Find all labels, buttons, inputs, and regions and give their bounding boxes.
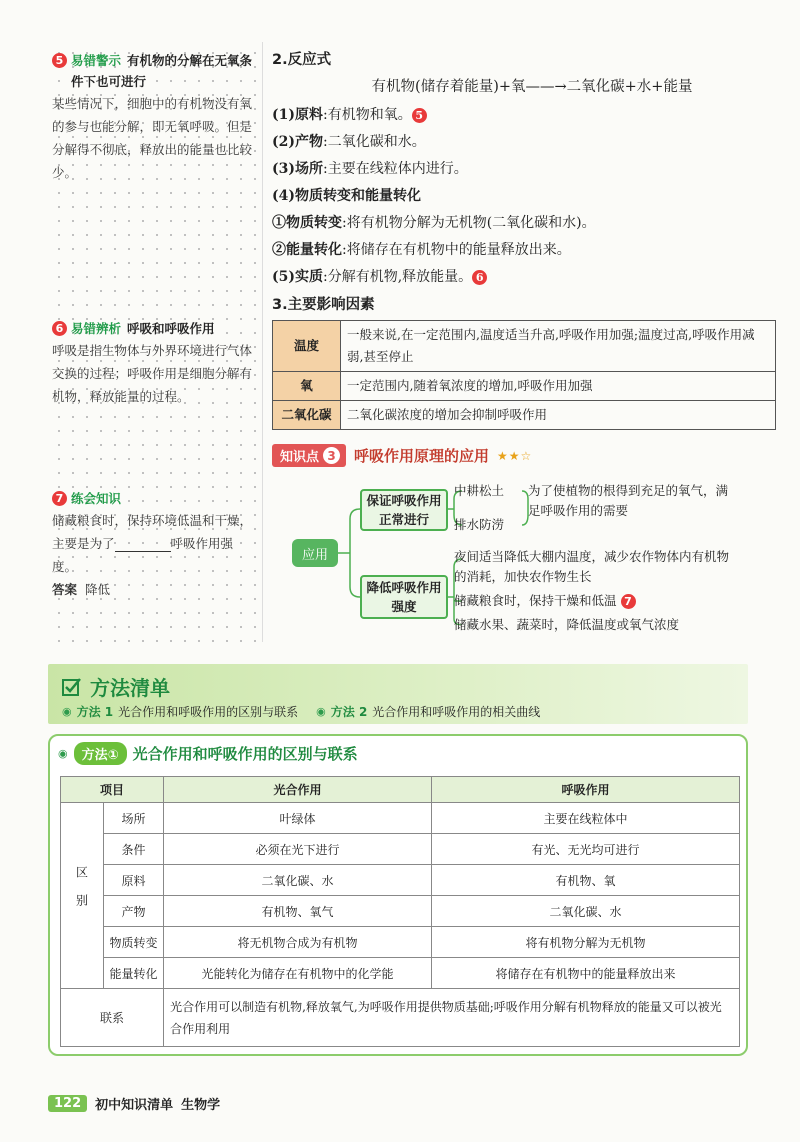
branch-normal-reason: 为了使植物的根得到充足的氧气，满足呼吸作用的需要: [528, 483, 729, 518]
page-number: 122: [48, 1095, 87, 1112]
main-content: [272, 48, 772, 632]
section-3-title: 3.主要影响因素: [272, 297, 375, 313]
note-7: [52, 488, 254, 601]
subject: 生物学: [181, 1098, 221, 1113]
item-raw-materials: (1)原料:有机物和氧。 5: [272, 102, 772, 129]
section-2-title: 2.反应式: [272, 52, 332, 68]
sidebar-notes: [48, 42, 256, 642]
note-number-badge: 7: [52, 491, 67, 506]
table-row: 二氧化碳 二氧化碳浓度的增加会抑制呼吸作用: [273, 401, 776, 430]
checkbox-icon: [62, 677, 82, 697]
bullet-icon: ◉: [62, 705, 72, 718]
difficulty-stars-icon: ★★☆: [497, 448, 533, 463]
group-label: 区别: [61, 803, 104, 989]
mind-map: [272, 475, 772, 632]
method-list-banner: [48, 664, 748, 724]
table-row: 物质转变 将无机物合成为有机物 将有机物分解为无机物: [61, 927, 740, 958]
reaction-formula: 有机物(储存着能量)+氧——→二氧化碳+水+能量: [371, 79, 693, 95]
knowledge-point-tag: 知识点 3: [272, 444, 346, 467]
table-row: 联系 光合作用可以制造有机物,释放氧气,为呼吸作用提供物质基础;呼吸作用分解有机物释放的能量又可以被光合作用利用: [61, 989, 740, 1047]
item-location: (3)场所:主要在线粒体内进行。: [272, 161, 468, 177]
table-header-row: 项目 光合作用 呼吸作用: [61, 777, 740, 803]
note-body: 呼吸是指生物体与外界环境进行气体交换的过程；呼吸作用是细胞分解有机物，释放能量的过程。: [52, 343, 253, 404]
leaf-tilling: 中耕松土: [454, 483, 505, 498]
note-body: 某些情况下，细胞中的有机物没有氧的参与也能分解，即无氧呼吸。但是分解得不彻底，释放出的能量也比较少。: [52, 96, 253, 180]
note-ref-badge: 6: [472, 270, 487, 285]
method-2-link[interactable]: ◉ 方法 2 光合作用和呼吸作用的相关曲线: [316, 705, 541, 719]
note-body: 储藏粮食时，保持环境低温和干燥，主要是为了 呼吸作用强度。: [52, 513, 253, 574]
note-6: [52, 318, 254, 408]
table-row: 产物 有机物、氧气 二氧化碳、水: [61, 896, 740, 927]
method-tag: 方法①: [74, 742, 127, 765]
page-footer: [48, 1094, 220, 1113]
table-row: 能量转化 光能转化为储存在有机物中的化学能 将储存在有机物中的能量释放出来: [61, 958, 740, 989]
note-5: [52, 50, 254, 184]
note-label: 易错警示: [71, 53, 122, 68]
bullet-icon: ◉: [316, 705, 326, 718]
book-title: 初中知识清单: [95, 1098, 174, 1113]
table-row: 温度 一般来说,在一定范围内,温度适当升高,呼吸作用加强;温度过高,呼吸作用减弱,甚至停止: [273, 321, 776, 372]
item-conversion: (4)物质转变和能量转化: [272, 188, 421, 204]
knowledge-point-title: 呼吸作用原理的应用: [354, 447, 490, 465]
factors-table: [272, 320, 776, 430]
note-ref-badge: 7: [621, 594, 636, 609]
branch-reduce: 降低呼吸作用强度: [360, 575, 448, 619]
table-row: 原料 二氧化碳、水 有机物、氧: [61, 865, 740, 896]
note-title: 有机物的分解在无氧条件下也可进行: [71, 53, 253, 89]
table-row: 氧 一定范围内,随着氧浓度的增加,呼吸作用加强: [273, 372, 776, 401]
item-products: (2)产物:二氧化碳和水。: [272, 134, 426, 150]
mind-map-root: 应用: [292, 539, 338, 567]
table-row: 条件 必须在光下进行 有光、无光均可进行: [61, 834, 740, 865]
leaf-fruit-storage: 储藏水果、蔬菜时，降低温度或氧气浓度: [454, 617, 680, 632]
note-number-badge: 5: [52, 53, 67, 68]
leaf-drainage: 排水防涝: [454, 517, 505, 532]
method-title: 光合作用和呼吸作用的区别与联系: [132, 745, 358, 763]
note-number-badge: 6: [52, 321, 67, 336]
note-label: 练会知识: [71, 491, 122, 506]
branch-normal: 保证呼吸作用正常进行: [360, 489, 448, 531]
fill-blank: [115, 538, 171, 552]
item-material-change: ①物质转变:将有机物分解为无机物(二氧化碳和水)。: [272, 215, 596, 231]
note-ref-badge: 5: [412, 108, 427, 123]
method-1-section: [48, 734, 748, 1056]
leaf-greenhouse: 夜间适当降低大棚内温度，减少农作物体内有机物的消耗，加快农作物生长: [454, 549, 730, 584]
item-energy-change: ②能量转化:将储存在有机物中的能量释放出来。: [272, 242, 571, 258]
method-1-link[interactable]: ◉ 方法 1 光合作用和呼吸作用的区别与联系: [62, 705, 299, 719]
bullet-icon: ◉: [58, 747, 68, 760]
comparison-table: [60, 776, 740, 1047]
column-divider: [262, 42, 263, 642]
leaf-grain-storage: 储藏粮食时，保持干燥和低温 7: [454, 591, 636, 611]
knowledge-point-header: [272, 444, 772, 467]
note-label: 易错辨析: [71, 321, 122, 336]
table-row: 区别 场所 叶绿体 主要在线粒体中: [61, 803, 740, 834]
item-essence: (5)实质:分解有机物,释放能量。 6: [272, 264, 772, 291]
banner-title: 方法清单: [90, 676, 170, 700]
answer: 答案 降低: [52, 582, 110, 597]
note-title: 呼吸和呼吸作用: [127, 321, 215, 336]
